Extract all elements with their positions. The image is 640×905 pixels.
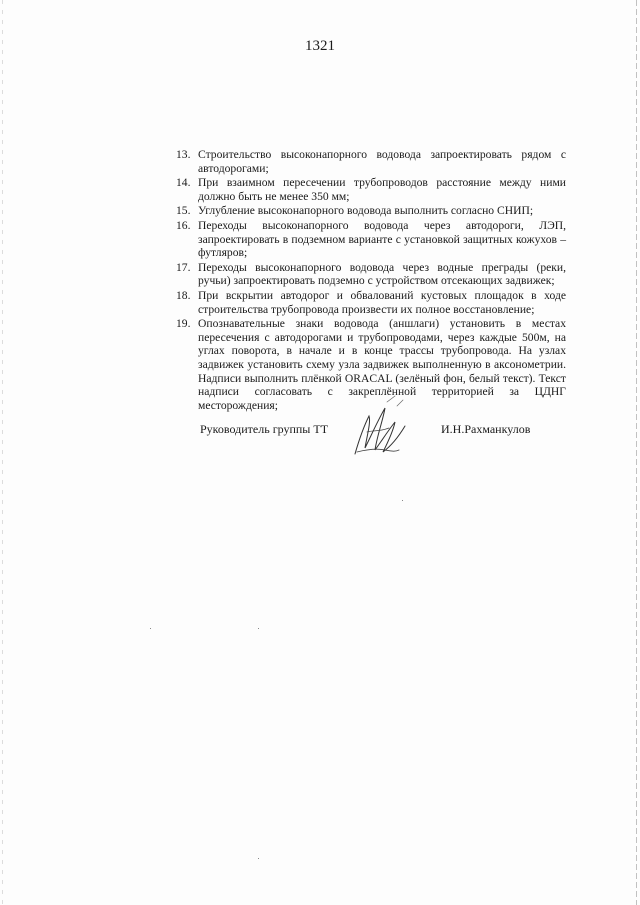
item-text: Переходы высоконапорного водовода через водные преграды (реки, ручьи) запроектировать подземно с устройством отсекающих задвижек; xyxy=(198,260,566,288)
item-number: 16. xyxy=(176,218,191,232)
item-number: 17. xyxy=(176,260,191,274)
scan-speck xyxy=(258,858,259,859)
list-item xyxy=(176,219,566,260)
signer-name: И.Н.Рахманкулов xyxy=(441,422,531,436)
item-text: Углубление высоконапорного водовода выполнить согласно СНИП; xyxy=(198,204,534,218)
item-text: При вскрытии автодорог и обвалований кустовых площадок в ходе строительства трубопровода произвести их полное восстановление; xyxy=(198,288,566,316)
item-text: Опознавательные знаки водовода (аншлаги) установить в местах пересечения с автодорогами и трубопроводами, через каждые 500м, на углах поворота, в начале и в конце трассы трубопровода. На узлах задвижек установить схему узла задвижек выполненную в аксонометрии. Надписи выполнить плёнкой ORACAL (зелёный фон, белый текст). Текст надписи согласовать с закреплённой территорией за ЦДНГ месторождения; xyxy=(198,317,566,412)
page-number: 1321 xyxy=(305,38,335,54)
signer-position: Руководитель группы ТТ xyxy=(200,422,329,436)
scan-speck xyxy=(402,500,403,501)
list-item xyxy=(176,204,566,218)
item-text: При взаимном пересечении трубопроводов расстояние между ними должно быть не менее 350 мм; xyxy=(198,176,566,203)
item-number: 15. xyxy=(176,204,191,218)
signature-block xyxy=(0,392,640,452)
list-item xyxy=(176,261,566,288)
list-item xyxy=(176,289,566,316)
item-number: 18. xyxy=(176,288,191,302)
handwritten-signature xyxy=(345,392,415,462)
scan-speck xyxy=(258,628,259,629)
list-item xyxy=(176,148,566,175)
item-number: 13. xyxy=(176,148,191,161)
item-text: Строительство высоконапорного водовода запроектировать рядом с автодорогами; xyxy=(198,148,566,175)
scan-speck xyxy=(150,628,151,629)
list-item xyxy=(176,176,566,203)
requirements-list xyxy=(176,148,566,413)
item-number: 19. xyxy=(176,317,191,331)
scan-edge-right xyxy=(636,0,637,905)
scan-edge-left xyxy=(2,0,3,905)
item-text: Переходы высоконапорного водовода через автодороги, ЛЭП, запроектировать в подземном варианте с установкой защитных кожухов – футляров; xyxy=(198,218,566,260)
item-number: 14. xyxy=(176,176,191,190)
